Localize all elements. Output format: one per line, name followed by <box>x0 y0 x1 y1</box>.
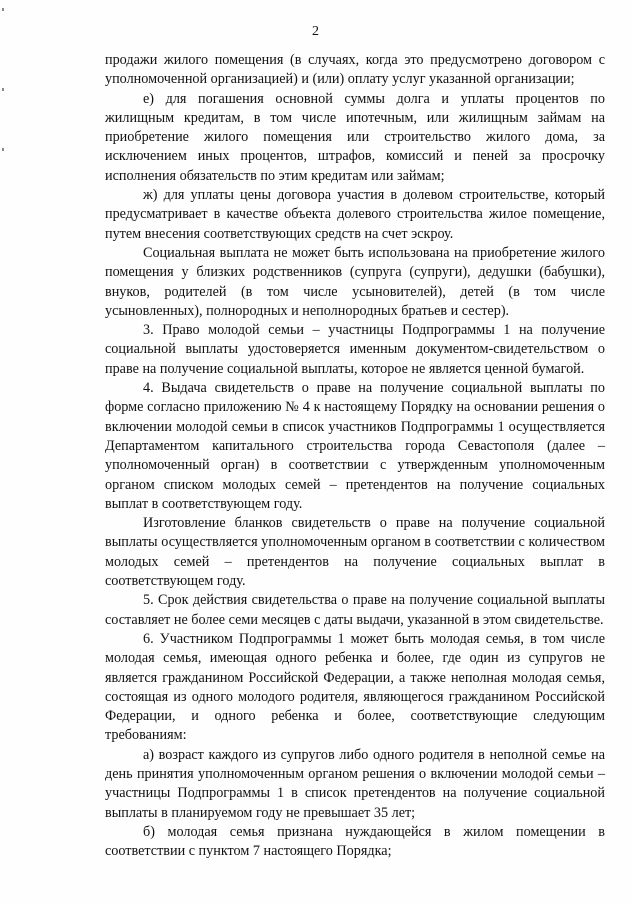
paragraph: е) для погашения основной суммы долга и уплаты процентов по жилищным кредитам, в том числе ипотечным, или жилищным займам на приобретение жилого помещения или строительство жилого дома, за исключением иных процентов, штрафов, комиссий и пеней за просрочку исполнения обязательств по этим кредитам или займам; <box>105 90 605 184</box>
scan-mark <box>2 88 4 91</box>
paragraph: 5. Срок действия свидетельства о праве на получение социальной выплаты составляет не более семи месяцев с даты выдачи, указанной в этом свидетельстве. <box>105 592 605 628</box>
paragraph: 4. Выдача свидетельств о праве на получение социальной выплаты по форме согласно приложению № 4 к настоящему Порядку на основании решения о включении молодой семьи в список участников Подпрограммы 1 осуществляется Департаментом капитального строительства города Севастополя (далее – уполномоченный орган) в соответствии с утвержденным уполномоченным органом списком молодых семей – претендентов на получение социальных выплат в соответствующем году. <box>105 380 605 512</box>
scan-mark <box>2 8 4 11</box>
paragraph: Социальная выплата не может быть использована на приобретение жилого помещения у близких родственников (супруга (супруги), дедушки (бабушки), внуков, родителей (в том числе усыновителей), детей (в том числе усыновленных), полнородных и неполнородных братьев и сестер). <box>105 244 605 319</box>
scan-mark <box>2 148 4 151</box>
paragraph: б) молодая семья признана нуждающейся в жилом помещении в соответствии с пунктом 7 настоящего Порядка; <box>105 823 605 860</box>
paragraph: ж) для уплаты цены договора участия в долевом строительстве, который предусматривает в качестве объекта долевого строительства жилое помещение, путем внесения соответствующих средств на счет эскроу. <box>105 187 605 242</box>
document-body <box>105 51 605 861</box>
paragraph: 6. Участником Подпрограммы 1 может быть молодая семья, в том числе молодая семья, имеющая одного ребенка и более, где один из супругов не является гражданином Российской Федерации, а также неполная молодая семья, состоящая из одного молодого родителя, являющегося гражданином Российской Федерации, и одного ребенка и более, соответствующие следующим требованиям: <box>105 630 605 744</box>
paragraph: Изготовление бланков свидетельств о праве на получение социальной выплаты осуществляется уполномоченным органом в соответствии с количеством молодых семей – претендентов на получение социальных выплат в соответствующем году. <box>105 515 605 590</box>
paragraph: продажи жилого помещения (в случаях, когда это предусмотрено договором с уполномоченной организацией) и (или) оплату услуг указанной организации; <box>105 52 605 88</box>
paragraph: а) возраст каждого из супругов либо одного родителя в неполной семье на день принятия уполномоченным органом решения о включении молодой семьи – участницы Подпрограммы 1 в список претендентов на получение социальной выплаты в планируемом году не превышает 35 лет; <box>105 746 605 821</box>
paragraph: 3. Право молодой семьи – участницы Подпрограммы 1 на получение социальной выплаты удостоверяется именным документом-свидетельством о праве на получение социальной выплаты, которое не является ценной бумагой. <box>105 322 605 377</box>
page-number: 2 <box>312 24 319 39</box>
